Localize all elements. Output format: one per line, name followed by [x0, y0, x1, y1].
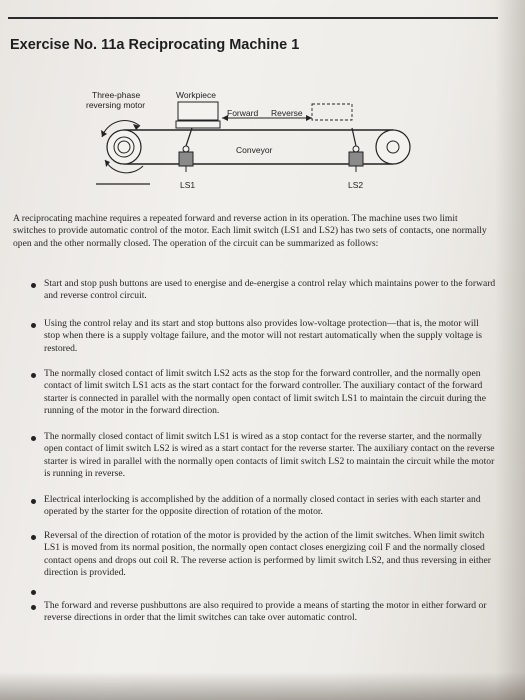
bullet-item: The normally closed contact of limit switch LS1 is wired as a stop contact for the reverse starter, and the normally open contact of limit switch LS2 is wired as a start contact for the reverse starter. The auxiliary contact on the reverse starter is wired in parallel with the normally open contacts of limit switch LS2 to maintain the circuit while the motor is running in reverse. [44, 431, 495, 480]
workpiece-dashed-outline [312, 104, 352, 120]
machine-diagram [0, 0, 525, 210]
bullet-item: Electrical interlocking is accomplished by the addition of a normally closed contact in series with each starter and operated by the starter for the opposite direction of rotation of the motor. [44, 494, 481, 518]
page-shadow-bottom [0, 672, 525, 700]
bullet-dot [31, 436, 36, 441]
workpiece-label: Workpiece [176, 90, 216, 100]
bullet-dot [31, 590, 36, 595]
ls1-switch-body [179, 152, 193, 166]
bullet-item: Using the control relay and its start and stop buttons also provides low-voltage protection—that is, the motor will stop when there is a supply voltage failure, and the motor will not restart automatically when the supply voltage is restored. [44, 318, 483, 354]
conveyor-label: Conveyor [236, 145, 273, 155]
bullet-item: The forward and reverse pushbuttons are also required to provide a means of starting the motor in either forward or reverse directions in order that the limit switches can take over automatic control. [44, 600, 487, 624]
bullet-dot [31, 605, 36, 610]
page-shadow-right [495, 0, 525, 700]
forward-label: Forward [227, 108, 259, 118]
bullet-item: Start and stop push buttons are used to energise and de-energise a control relay which maintains power to the forward and reverse control circuit. [44, 278, 496, 302]
bullet-dot [31, 283, 36, 288]
bullet-dot [31, 323, 36, 328]
bullet-item: Reversal of the direction of rotation of the motor is provided by the action of the limit switches. When limit switch LS1 is moved from its normal position, the normally open contact closes energizing coil F and the normally closed contact opens and drops out coil R. The reverse action is performed by limit switch LS2, and thus reversing in either direction is provided. [44, 530, 491, 579]
motor-label-line2: reversing motor [86, 100, 146, 110]
bullet-dot [31, 373, 36, 378]
bullet-dot [31, 535, 36, 540]
carriage-table [176, 121, 220, 128]
motor-label-line1: Three-phase [92, 90, 141, 100]
bullet-item: The normally closed contact of limit switch LS2 acts as the stop for the forward controller, and the normally open contact of limit switch LS1 acts as the start contact for the forward controller. The auxiliary contact of the forward starter is connected in parallel with the normally open contact of limit switch LS1 to maintain the circuit during the running of the motor in the forward direction. [44, 368, 486, 417]
bullet-dot [31, 499, 36, 504]
reverse-label: Reverse [271, 108, 303, 118]
intro-paragraph: A reciprocating machine requires a repeated forward and reverse action in its operation. The machine uses two limit switches to provide automatic control of the motor. Each limit switch (LS1 and LS2) has two sets of contacts, one normally open and the other normally closed. The operation of the circuit can be summarized as follows: [13, 213, 487, 249]
exercise-title: Exercise No. 11a Reciprocating Machine 1 [10, 37, 300, 53]
ls2-switch-body [349, 152, 363, 166]
ls2-label: LS2 [348, 180, 364, 190]
ls1-label: LS1 [180, 180, 196, 190]
workpiece-block [178, 102, 218, 120]
